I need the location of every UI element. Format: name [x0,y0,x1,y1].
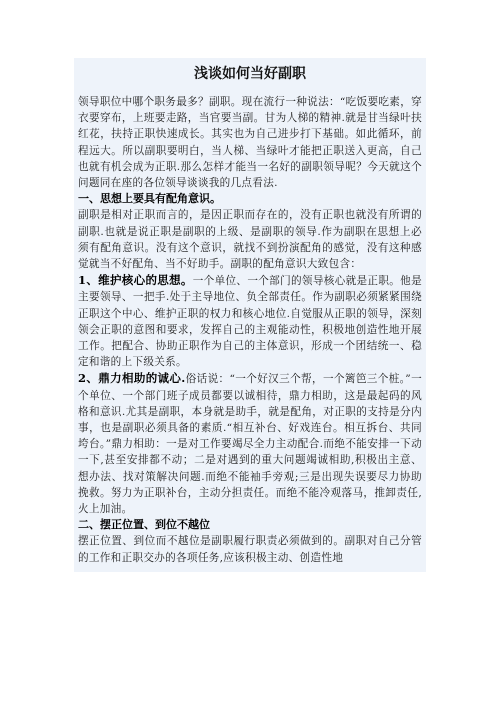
intro-paragraph: 领导职位中哪个职务最多？副职。现在流行一种说法：“吃饭要吃素，穿衣要穿布，上班要走路，当官要当副。甘为人梯的精神.就是甘当绿叶扶红花，扶持正职快速成长。其实也为自己进步打下基础。如此循环，前程远大。所以副职要明白，当人梯、当绿叶才能把正职送入更高，自己也就有机会成为正职.那么怎样才能当一名好的副职领导呢？今天就这个问题同在座的各位领导谈谈我的几点看法. [78,96,422,190]
section-1-heading: 一、思想上要具有配角意识。 [78,192,221,206]
point-2-body: 俗话说：“一个好汉三个帮，一个篱笆三个桩。”一个单位、一个部门班子成员都要以诚相待，鼎力相助，这是最起码的风格和意识.尤其是副职，本身就是助手，就是配角，对正职的支持是分内事，也是副职必须具备的素质.“相互补台、好戏连台。相互拆台、共同垮台。”鼎力相助：一是对工作要竭尽全力主动配合.而绝不能安排一下动一下,甚至安排都不动；二是对遇到的重大问题竭诚相助,积极出主意、想办法、找对策解决问题.而绝不能袖手旁观;三是出现失误要尽力协助挽救。努力为正职补台，主动分担责任。而绝不能冷观落马，推卸责任,火上加油。 [78,373,422,516]
page-title: 浅谈如何当好副职 [194,66,306,82]
point-1-body: 一个单位、一个部门的领导核心就是正职。他是主要领导、一把手.处于主导地位、负全部责任。作为副职必须紧紧围绕正职这个中心、维护正职的权力和核心地位.自觉服从正职的领导，深刻领会正职的意图和要求，发挥自己的主观能动性，积极地创造性地开展工作。把配合、协助正职作为自己的主体意识，形成一个团结统一、稳定和谐的上下级关系。 [78,275,422,369]
document-body [74,58,426,572]
section-2-heading: 二、摆正位置、到位不越位 [78,518,210,532]
section-1-body: 副职是相对正职而言的，是因正职而存在的，没有正职也就没有所谓的副职.也就是说正职是副职的上级、是副职的领导.作为副职在思想上必须有配角意识。没有这个意识，就找不到扮演配角的感觉，没有这种感觉就当不好配角、当不好助手。副职的配角意识大致包含： [78,209,422,271]
point-2-lead: 2、鼎力相助的诚心. [78,371,186,386]
point-2-paragraph [78,370,422,517]
point-1-paragraph [78,272,422,370]
section-2-body: 摆正位置、到位而不越位是副职履行职责必须做到的。副职对自己分管的工作和正职交办的各项任务,应该积极主动、创造性地 [78,535,422,564]
point-1-lead: 1、维护核心的思想。 [78,273,193,288]
